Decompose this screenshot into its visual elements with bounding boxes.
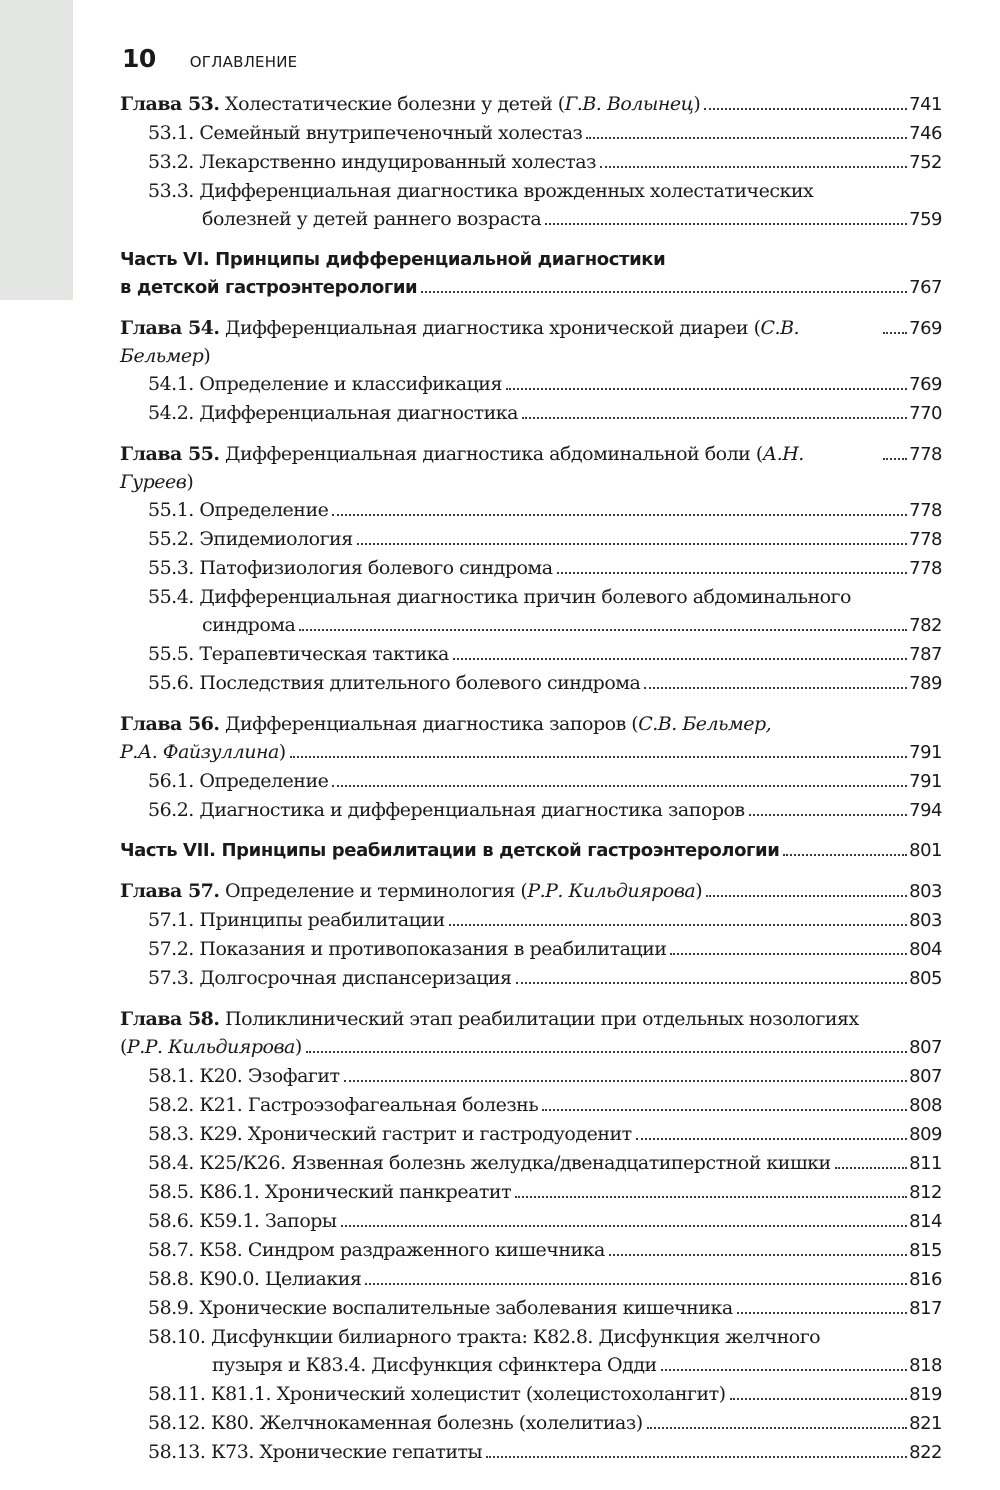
leader-dots: [506, 387, 907, 390]
leader-dots: [835, 1166, 907, 1169]
item-page: 807: [909, 1066, 942, 1087]
chapter-53-title: Холестатические болезни у детей (: [219, 93, 565, 115]
table-of-contents: [120, 90, 942, 1479]
toc-item-55-3[interactable]: [120, 554, 942, 583]
toc-item-58-6[interactable]: [120, 1207, 942, 1236]
item-text: Определение и классификация: [193, 373, 502, 395]
item-text: Патофизиология болевого синдрома: [193, 557, 553, 579]
item-page: 816: [909, 1269, 942, 1290]
leader-dots: [644, 686, 907, 689]
chapter-54-prefix: Глава 54.: [120, 317, 220, 339]
item-number: 54.2.: [148, 402, 194, 424]
toc-item-58-4[interactable]: [120, 1149, 942, 1178]
item-text: К25/К26. Язвенная болезнь желудка/двенадцатиперстной кишки: [193, 1152, 831, 1174]
chapter-53-page: 741: [909, 94, 942, 115]
corner-tab: [0, 0, 73, 300]
chapter-54-title: Дифференциальная диагностика хронической диареи (: [219, 317, 761, 339]
chapter-54-close: ): [203, 345, 211, 367]
item-page: 746: [909, 123, 942, 144]
item-number: 58.2.: [148, 1094, 194, 1116]
item-text: Диагностика и дифференциальная диагностика запоров: [193, 799, 745, 821]
leader-dots: [332, 513, 907, 516]
toc-item-58-5[interactable]: [120, 1178, 942, 1207]
leader-dots: [421, 290, 907, 293]
item-page: 815: [909, 1240, 942, 1261]
toc-item-58-1[interactable]: [120, 1062, 942, 1091]
item-number: 58.5.: [148, 1181, 194, 1203]
item-text: Терапевтическая тактика: [193, 643, 449, 665]
chapter-54-heading[interactable]: [120, 314, 942, 370]
chapter-55-heading[interactable]: [120, 440, 942, 496]
item-text: Долгосрочная диспансеризация: [193, 967, 512, 989]
item-number: 58.8.: [148, 1268, 194, 1290]
part-6-page: 767: [909, 277, 942, 298]
chapter-58-open: (: [120, 1036, 127, 1058]
leader-dots: [306, 1050, 907, 1053]
item-text: К73. Хронические гепатиты: [205, 1441, 483, 1463]
item-text: К90.0. Целиакия: [193, 1268, 362, 1290]
item-text: К20. Эзофагит: [193, 1065, 340, 1087]
item-page: 769: [909, 374, 942, 395]
chapter-56-author-2: Р.А. Файзуллина: [120, 741, 279, 763]
item-number: 58.7.: [148, 1239, 194, 1261]
item-number: 58.11.: [148, 1383, 206, 1405]
leader-dots: [557, 571, 908, 574]
toc-item-58-3[interactable]: [120, 1120, 942, 1149]
chapter-58-close: ): [294, 1036, 302, 1058]
item-page: 782: [909, 615, 942, 636]
item-text: Семейный внутрипеченочный холестаз: [193, 122, 583, 144]
item-page: 803: [909, 910, 942, 931]
leader-dots: [883, 457, 907, 460]
chapter-56-prefix: Глава 56.: [120, 713, 220, 735]
chapter-54-author: С.В. Бельмер: [120, 317, 800, 367]
leader-dots: [332, 784, 907, 787]
item-number: 57.2.: [148, 938, 194, 960]
item-number: 57.3.: [148, 967, 194, 989]
chapter-54: [120, 314, 942, 428]
chapter-58-page: 807: [909, 1037, 942, 1058]
item-page: 791: [909, 771, 942, 792]
item-page: 809: [909, 1124, 942, 1145]
chapter-56-author-1: С.В. Бельмер,: [638, 713, 772, 735]
part-6[interactable]: [120, 246, 942, 302]
toc-item-58-7[interactable]: [120, 1236, 942, 1265]
leader-dots: [647, 1426, 907, 1429]
item-text-line2: пузыря и К83.4. Дисфункция сфинктера Одди: [212, 1354, 657, 1376]
part-7-title: Часть VII. Принципы реабилитации в детской гастроэнтерологии: [120, 840, 780, 861]
leader-dots: [636, 1137, 907, 1140]
item-text: К86.1. Хронический панкреатит: [193, 1181, 512, 1203]
leader-dots: [357, 542, 907, 545]
toc-item-55-6[interactable]: [120, 669, 942, 698]
item-page: 805: [909, 968, 942, 989]
toc-item-53-1[interactable]: [120, 119, 942, 148]
item-text-line1: Дифференциальная диагностика причин болевого абдоминального: [193, 586, 851, 608]
toc-item-58-2[interactable]: [120, 1091, 942, 1120]
leader-dots: [299, 628, 907, 631]
leader-dots: [341, 1224, 908, 1227]
part-7-page: 801: [909, 840, 942, 861]
item-number: 55.4.: [148, 586, 194, 608]
item-text-line2: синдрома: [202, 614, 296, 636]
part-6-title-line2: в детской гастроэнтерологии: [120, 277, 418, 298]
item-page: 789: [909, 673, 942, 694]
part-6-title-line1: Часть VI. Принципы дифференциальной диагностики: [120, 249, 666, 270]
toc-item-58-9[interactable]: [120, 1294, 942, 1323]
item-number: 58.1.: [148, 1065, 194, 1087]
item-page: 814: [909, 1211, 942, 1232]
chapter-57-title: Определение и терминология (: [219, 880, 528, 902]
chapter-57-close: ): [695, 880, 703, 902]
item-page: 787: [909, 644, 942, 665]
item-number: 53.1.: [148, 122, 194, 144]
toc-item-53-3[interactable]: [120, 177, 942, 234]
item-page: 822: [909, 1442, 942, 1463]
chapter-57-heading[interactable]: [120, 877, 942, 906]
item-page: 778: [909, 529, 942, 550]
chapter-53: [120, 90, 942, 234]
leader-dots: [600, 165, 907, 168]
item-number: 53.2.: [148, 151, 194, 173]
chapter-58: [120, 1005, 942, 1467]
item-number: 53.3.: [148, 180, 194, 202]
leader-dots: [883, 331, 907, 334]
item-text: Лекарственно индуцированный холестаз: [193, 151, 596, 173]
chapter-58-heading[interactable]: [120, 1005, 942, 1062]
item-text: К58. Синдром раздраженного кишечника: [193, 1239, 605, 1261]
chapter-56-title: Дифференциальная диагностика запоров (: [219, 713, 639, 735]
chapter-56-close: ): [278, 741, 286, 763]
item-number: 56.2.: [148, 799, 194, 821]
leader-dots: [609, 1253, 907, 1256]
chapter-53-prefix: Глава 53.: [120, 93, 220, 115]
toc-item-56-2[interactable]: [120, 796, 942, 825]
item-number: 58.3.: [148, 1123, 194, 1145]
part-7[interactable]: [120, 837, 942, 865]
leader-dots: [661, 1368, 907, 1371]
leader-dots: [749, 813, 908, 816]
item-number: 58.12.: [148, 1412, 206, 1434]
chapter-58-title: Поликлинический этап реабилитации при отдельных нозологиях: [219, 1008, 859, 1030]
item-text-line1: Дифференциальная диагностика врожденных холестатических: [193, 180, 814, 202]
leader-dots: [783, 853, 907, 856]
chapter-57-prefix: Глава 57.: [120, 880, 220, 902]
item-number: 54.1.: [148, 373, 194, 395]
chapter-54-page: 769: [909, 318, 942, 339]
toc-item-54-1[interactable]: [120, 370, 942, 399]
item-page: 778: [909, 558, 942, 579]
chapter-55: [120, 440, 942, 698]
item-page: 770: [909, 403, 942, 424]
leader-dots: [365, 1282, 907, 1285]
page-number: 10: [122, 44, 156, 73]
chapter-53-heading[interactable]: [120, 90, 942, 119]
toc-item-55-4[interactable]: [120, 583, 942, 640]
item-text: Эпидемиология: [193, 528, 353, 550]
item-page: 804: [909, 939, 942, 960]
toc-item-53-2[interactable]: [120, 148, 942, 177]
chapter-55-title: Дифференциальная диагностика абдоминальной боли (: [219, 443, 763, 465]
toc-item-58-13[interactable]: [120, 1438, 942, 1467]
chapter-58-prefix: Глава 58.: [120, 1008, 220, 1030]
item-page: 819: [909, 1384, 942, 1405]
item-page: 752: [909, 152, 942, 173]
item-text: Хронические воспалительные заболевания кишечника: [193, 1297, 733, 1319]
item-number: 55.3.: [148, 557, 194, 579]
toc-item-58-8[interactable]: [120, 1265, 942, 1294]
item-text: Принципы реабилитации: [193, 909, 445, 931]
chapter-56-heading[interactable]: [120, 710, 942, 767]
chapter-56: [120, 710, 942, 825]
item-page: 759: [909, 209, 942, 230]
item-number: 58.9.: [148, 1297, 194, 1319]
chapter-55-close: ): [186, 471, 194, 493]
item-page: 808: [909, 1095, 942, 1116]
chapter-55-prefix: Глава 55.: [120, 443, 220, 465]
item-number: 58.4.: [148, 1152, 194, 1174]
toc-item-57-1[interactable]: [120, 906, 942, 935]
chapter-53-close: ): [693, 93, 701, 115]
leader-dots: [542, 1108, 907, 1111]
running-head: [122, 44, 297, 84]
chapter-57: [120, 877, 942, 993]
leader-dots: [737, 1311, 907, 1314]
leader-dots: [449, 923, 908, 926]
chapter-57-page: 803: [909, 881, 942, 902]
item-number: 55.6.: [148, 672, 194, 694]
item-text: К21. Гастроэзофагеальная болезнь: [193, 1094, 539, 1116]
item-text: К81.1. Хронический холецистит (холецистохолангит): [205, 1383, 726, 1405]
item-text: К80. Желчнокаменная болезнь (холелитиаз): [205, 1412, 643, 1434]
item-page: 817: [909, 1298, 942, 1319]
item-page: 821: [909, 1413, 942, 1434]
leader-dots: [730, 1397, 908, 1400]
leader-dots: [545, 222, 907, 225]
leader-dots: [516, 981, 908, 984]
toc-item-58-10[interactable]: [120, 1323, 942, 1380]
item-text-line1: Дисфункции билиарного тракта: К82.8. Дисфункция желчного: [205, 1326, 821, 1348]
item-text: Дифференциальная диагностика: [193, 402, 518, 424]
item-text: К59.1. Запоры: [193, 1210, 337, 1232]
toc-item-56-1[interactable]: [120, 767, 942, 796]
leader-dots: [290, 755, 907, 758]
leader-dots: [522, 416, 907, 419]
toc-item-55-5[interactable]: [120, 640, 942, 669]
leader-dots: [486, 1455, 907, 1458]
item-text: Показания и противопоказания в реабилитации: [193, 938, 667, 960]
leader-dots: [586, 136, 907, 139]
leader-dots: [344, 1079, 908, 1082]
item-number: 58.6.: [148, 1210, 194, 1232]
chapter-56-page: 791: [909, 742, 942, 763]
item-page: 794: [909, 800, 942, 821]
item-number: 55.1.: [148, 499, 194, 521]
item-number: 56.1.: [148, 770, 194, 792]
item-page: 818: [909, 1355, 942, 1376]
toc-item-57-2[interactable]: [120, 935, 942, 964]
item-number: 58.10.: [148, 1326, 206, 1348]
leader-dots: [453, 657, 907, 660]
chapter-58-author: Р.Р. Кильдиярова: [126, 1036, 295, 1058]
chapter-55-author: А.Н. Гуреев: [120, 443, 804, 493]
toc-item-58-12[interactable]: [120, 1409, 942, 1438]
header-title: ОГЛАВЛЕНИЕ: [189, 53, 298, 71]
item-page: 811: [909, 1153, 942, 1174]
item-number: 55.5.: [148, 643, 194, 665]
item-text: Определение: [193, 499, 329, 521]
chapter-57-author: Р.Р. Кильдиярова: [527, 880, 696, 902]
leader-dots: [670, 952, 907, 955]
item-number: 58.13.: [148, 1441, 206, 1463]
toc-item-55-2[interactable]: [120, 525, 942, 554]
item-number: 55.2.: [148, 528, 194, 550]
toc-item-55-1[interactable]: [120, 496, 942, 525]
item-text: Определение: [193, 770, 329, 792]
item-page: 812: [909, 1182, 942, 1203]
leader-dots: [704, 107, 907, 110]
toc-item-58-11[interactable]: [120, 1380, 942, 1409]
item-page: 778: [909, 500, 942, 521]
item-text: Последствия длительного болевого синдрома: [193, 672, 641, 694]
toc-item-57-3[interactable]: [120, 964, 942, 993]
leader-dots: [515, 1195, 907, 1198]
item-text-line2: болезней у детей раннего возраста: [202, 208, 542, 230]
toc-item-54-2[interactable]: [120, 399, 942, 428]
item-number: 57.1.: [148, 909, 194, 931]
leader-dots: [706, 894, 907, 897]
chapter-55-page: 778: [909, 444, 942, 465]
chapter-53-author: Г.В. Волынец: [564, 93, 694, 115]
item-text: К29. Хронический гастрит и гастродуоденит: [193, 1123, 632, 1145]
